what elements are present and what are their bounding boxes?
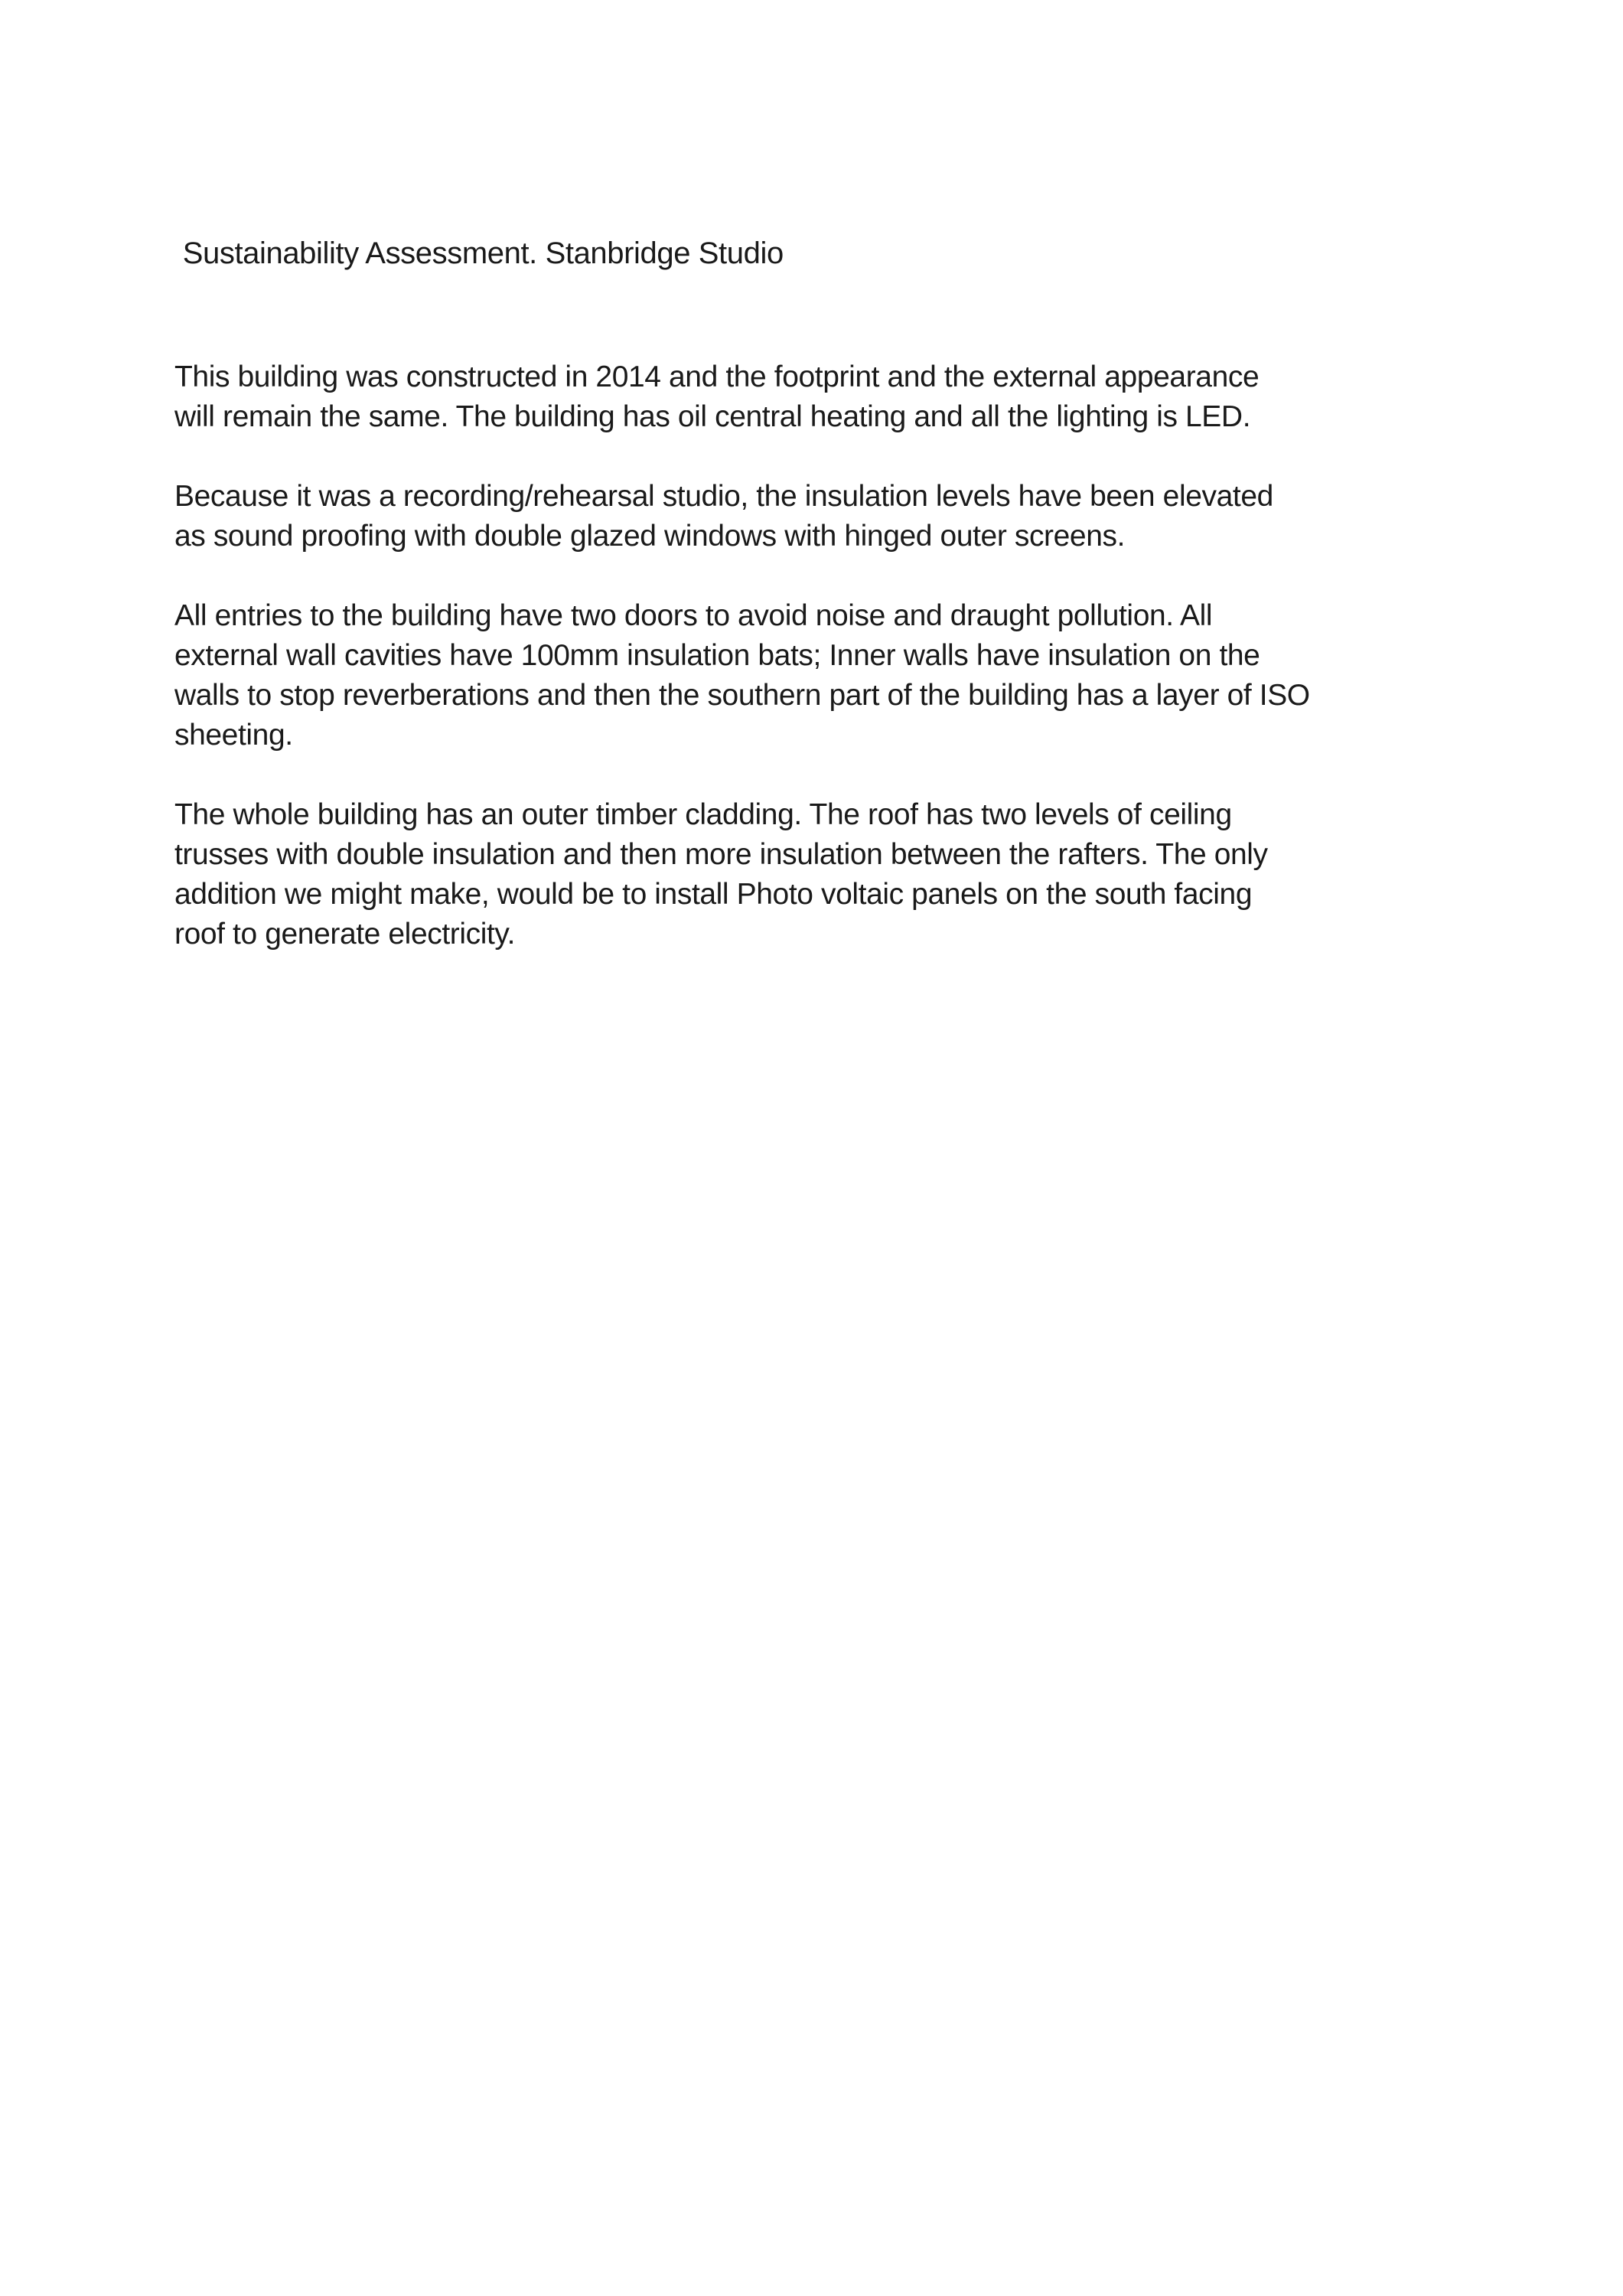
document-title: Sustainability Assessment. Stanbridge Studio bbox=[174, 236, 784, 270]
text-line: as sound proofing with double glazed windows with hinged outer screens. bbox=[174, 520, 1126, 553]
text-line: The whole building has an outer timber cladding. The roof has two levels of ceiling bbox=[174, 798, 1232, 831]
text-line: Because it was a recording/rehearsal studio, the insulation levels have been elevated bbox=[174, 480, 1273, 513]
paragraph-cladding-roof bbox=[174, 795, 1475, 954]
text-line: walls to stop reverberations and then the southern part of the building has a layer of ISO bbox=[174, 679, 1310, 712]
paragraph-insulation-levels bbox=[174, 477, 1475, 556]
text-line: roof to generate electricity. bbox=[174, 918, 516, 951]
text-line: external wall cavities have 100mm insulation bats; Inner walls have insulation on the bbox=[174, 639, 1260, 672]
text-line: sheeting. bbox=[174, 719, 293, 752]
text-line: addition we might make, would be to install Photo voltaic panels on the south facing bbox=[174, 878, 1253, 911]
text-line: This building was constructed in 2014 and the footprint and the external appearance bbox=[174, 360, 1260, 393]
text-line: trusses with double insulation and then more insulation between the rafters. The only bbox=[174, 838, 1268, 871]
document-content bbox=[174, 233, 1475, 994]
paragraph-construction bbox=[174, 357, 1475, 437]
paragraph-entries-walls bbox=[174, 596, 1475, 755]
text-line: All entries to the building have two doors to avoid noise and draught pollution. All bbox=[174, 599, 1213, 632]
text-line: will remain the same. The building has oil central heating and all the lighting is LED. bbox=[174, 400, 1251, 433]
